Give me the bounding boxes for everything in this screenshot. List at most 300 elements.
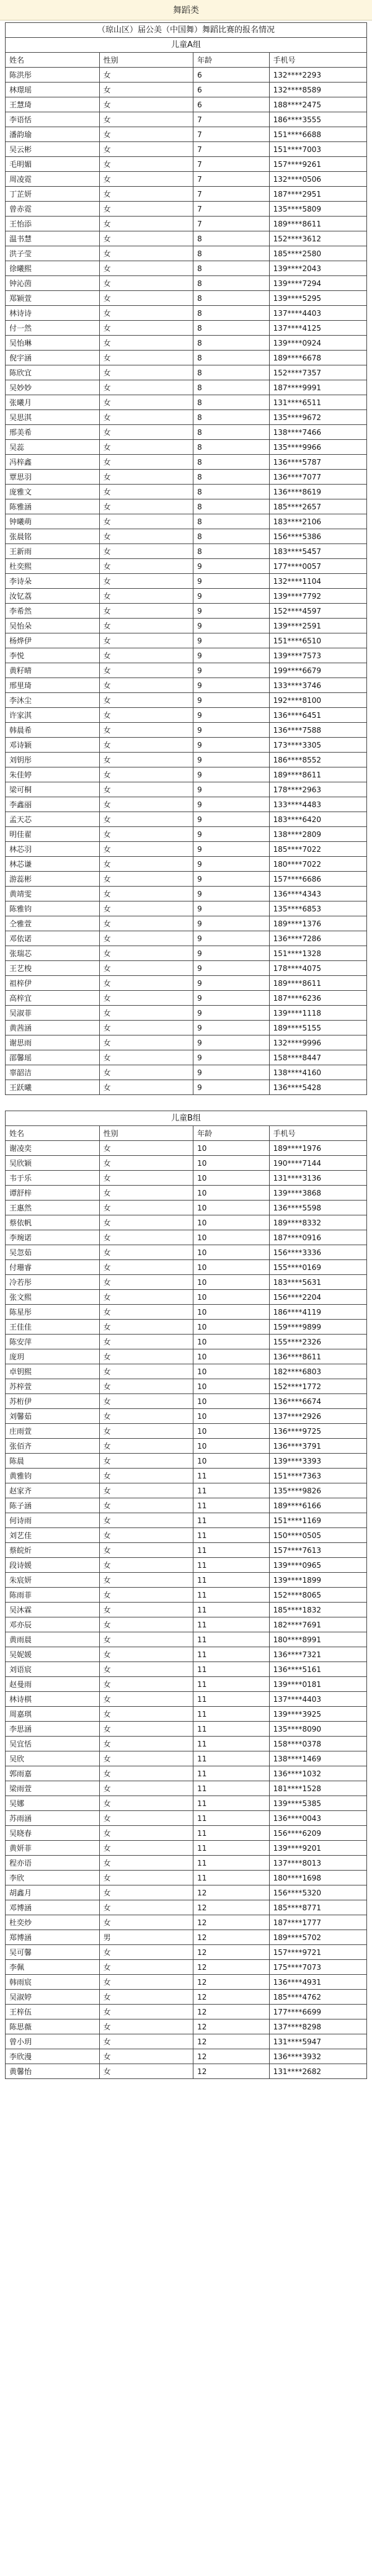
cell-age: 7 bbox=[193, 157, 269, 172]
cell-gender: 女 bbox=[99, 916, 193, 931]
cell-name: 王跃曦 bbox=[6, 1080, 100, 1095]
cell-name: 陈安萍 bbox=[6, 1335, 100, 1349]
table-row bbox=[6, 1349, 367, 1364]
cell-phone: 139****2591 bbox=[269, 619, 366, 633]
cell-age: 8 bbox=[193, 231, 269, 246]
column-header-phone: 手机号 bbox=[269, 1126, 366, 1141]
cell-gender: 女 bbox=[99, 1975, 193, 1990]
table-row bbox=[6, 1528, 367, 1543]
table-row bbox=[6, 1141, 367, 1156]
table-row bbox=[6, 1320, 367, 1335]
cell-name: 徐曦熙 bbox=[6, 261, 100, 276]
cell-age: 9 bbox=[193, 842, 269, 857]
cell-name: 王佳佳 bbox=[6, 1320, 100, 1335]
table-row bbox=[6, 1990, 367, 2005]
table-row bbox=[6, 797, 367, 812]
cell-phone: 132****1104 bbox=[269, 574, 366, 589]
cell-name: 曾小玥 bbox=[6, 2034, 100, 2049]
cell-age: 9 bbox=[193, 574, 269, 589]
table-row bbox=[6, 1186, 367, 1201]
table-row bbox=[6, 723, 367, 738]
cell-phone: 189****6166 bbox=[269, 1498, 366, 1513]
cell-name: 辜韶洁 bbox=[6, 1065, 100, 1080]
cell-name: 何诗雨 bbox=[6, 1513, 100, 1528]
cell-name: 钟曦萌 bbox=[6, 514, 100, 529]
table-row bbox=[6, 693, 367, 708]
cell-age: 7 bbox=[193, 187, 269, 202]
cell-age: 12 bbox=[193, 2005, 269, 2019]
cell-name: 卓钥熙 bbox=[6, 1364, 100, 1379]
document-body bbox=[0, 22, 372, 2079]
cell-gender: 女 bbox=[99, 901, 193, 916]
cell-name: 陈子涵 bbox=[6, 1498, 100, 1513]
cell-phone: 188****2475 bbox=[269, 97, 366, 112]
cell-phone: 136****7588 bbox=[269, 723, 366, 738]
table-row bbox=[6, 1737, 367, 1751]
cell-age: 9 bbox=[193, 812, 269, 827]
cell-name: 吴思淇 bbox=[6, 410, 100, 425]
cell-age: 9 bbox=[193, 604, 269, 619]
table-row bbox=[6, 514, 367, 529]
column-header-age: 年龄 bbox=[193, 1126, 269, 1141]
cell-gender: 女 bbox=[99, 1335, 193, 1349]
cell-age: 10 bbox=[193, 1349, 269, 1364]
table-row bbox=[6, 857, 367, 872]
cell-name: 程亦语 bbox=[6, 1856, 100, 1871]
cell-gender: 女 bbox=[99, 1290, 193, 1305]
cell-name: 黄靖雯 bbox=[6, 887, 100, 901]
cell-age: 12 bbox=[193, 1930, 269, 1945]
table-row bbox=[6, 440, 367, 455]
cell-phone: 135****9826 bbox=[269, 1483, 366, 1498]
table-row bbox=[6, 1617, 367, 1632]
cell-phone: 152****1772 bbox=[269, 1379, 366, 1394]
cell-gender: 女 bbox=[99, 470, 193, 485]
cell-phone: 158****8447 bbox=[269, 1050, 366, 1065]
group-title-row bbox=[6, 38, 367, 53]
cell-phone: 181****1528 bbox=[269, 1781, 366, 1796]
header-row bbox=[6, 1126, 367, 1141]
column-header-name: 姓名 bbox=[6, 1126, 100, 1141]
cell-gender: 女 bbox=[99, 1677, 193, 1692]
table-row bbox=[6, 1603, 367, 1617]
cell-phone: 135****9966 bbox=[269, 440, 366, 455]
cell-phone: 156****3336 bbox=[269, 1245, 366, 1260]
cell-age: 8 bbox=[193, 336, 269, 351]
table-row bbox=[6, 1543, 367, 1558]
cell-name: 游蕊彬 bbox=[6, 872, 100, 887]
table-row bbox=[6, 708, 367, 723]
cell-name: 赵家齐 bbox=[6, 1483, 100, 1498]
cell-phone: 138****1469 bbox=[269, 1751, 366, 1766]
cell-gender: 女 bbox=[99, 633, 193, 648]
cell-name: 苏桁伊 bbox=[6, 1394, 100, 1409]
cell-gender: 女 bbox=[99, 336, 193, 351]
cell-gender: 女 bbox=[99, 1841, 193, 1856]
table-row bbox=[6, 1364, 367, 1379]
cell-age: 7 bbox=[193, 202, 269, 217]
cell-phone: 138****2809 bbox=[269, 827, 366, 842]
cell-name: 梁雨萱 bbox=[6, 1781, 100, 1796]
cell-name: 王慧琦 bbox=[6, 97, 100, 112]
table-row bbox=[6, 1275, 367, 1290]
cell-phone: 159****9899 bbox=[269, 1320, 366, 1335]
table-row bbox=[6, 1021, 367, 1035]
cell-name: 周凌霓 bbox=[6, 172, 100, 187]
cell-age: 6 bbox=[193, 83, 269, 97]
table-row bbox=[6, 872, 367, 887]
cell-name: 庞雅文 bbox=[6, 485, 100, 499]
cell-phone: 182****7691 bbox=[269, 1617, 366, 1632]
cell-name: 杜奕熙 bbox=[6, 559, 100, 574]
cell-age: 12 bbox=[193, 1990, 269, 2005]
cell-phone: 157****6686 bbox=[269, 872, 366, 887]
cell-age: 10 bbox=[193, 1141, 269, 1156]
cell-phone: 151****7003 bbox=[269, 142, 366, 157]
table-row bbox=[6, 827, 367, 842]
cell-age: 10 bbox=[193, 1156, 269, 1171]
cell-phone: 189****1976 bbox=[269, 1141, 366, 1156]
table-row bbox=[6, 1751, 367, 1766]
cell-phone: 186****4119 bbox=[269, 1305, 366, 1320]
cell-age: 11 bbox=[193, 1498, 269, 1513]
cell-age: 10 bbox=[193, 1379, 269, 1394]
cell-phone: 131****5947 bbox=[269, 2034, 366, 2049]
cell-gender: 女 bbox=[99, 1035, 193, 1050]
column-header-name: 姓名 bbox=[6, 53, 100, 68]
cell-name: 张瑞芯 bbox=[6, 946, 100, 961]
cell-phone: 190****7144 bbox=[269, 1156, 366, 1171]
cell-name: 吴晓春 bbox=[6, 1826, 100, 1841]
cell-name: 谭舒梓 bbox=[6, 1186, 100, 1201]
cell-gender: 女 bbox=[99, 455, 193, 470]
cell-age: 11 bbox=[193, 1707, 269, 1722]
cell-name: 邵馨瑶 bbox=[6, 1050, 100, 1065]
cell-age: 8 bbox=[193, 544, 269, 559]
cell-phone: 132****9996 bbox=[269, 1035, 366, 1050]
cell-phone: 138****4160 bbox=[269, 1065, 366, 1080]
table-row bbox=[6, 1409, 367, 1424]
cell-name: 付一然 bbox=[6, 321, 100, 336]
cell-gender: 女 bbox=[99, 1215, 193, 1230]
cell-age: 10 bbox=[193, 1305, 269, 1320]
cell-age: 9 bbox=[193, 708, 269, 723]
cell-gender: 女 bbox=[99, 1617, 193, 1632]
cell-gender: 女 bbox=[99, 1573, 193, 1588]
table-row bbox=[6, 2005, 367, 2019]
cell-phone: 175****7073 bbox=[269, 1960, 366, 1975]
cell-name: 刘钥彤 bbox=[6, 753, 100, 767]
cell-name: 黄籽晴 bbox=[6, 663, 100, 678]
cell-age: 8 bbox=[193, 425, 269, 440]
table-row bbox=[6, 1826, 367, 1841]
cell-name: 曾赤霓 bbox=[6, 202, 100, 217]
cell-phone: 139****0924 bbox=[269, 336, 366, 351]
cell-age: 11 bbox=[193, 1603, 269, 1617]
cell-name: 陈晨 bbox=[6, 1454, 100, 1469]
cell-gender: 女 bbox=[99, 1885, 193, 1900]
cell-gender: 女 bbox=[99, 1960, 193, 1975]
cell-gender: 女 bbox=[99, 738, 193, 753]
cell-phone: 131****6511 bbox=[269, 395, 366, 410]
table-row bbox=[6, 1305, 367, 1320]
cell-phone: 136****4931 bbox=[269, 1975, 366, 1990]
cell-name: 周嘉琪 bbox=[6, 1707, 100, 1722]
cell-phone: 135****6853 bbox=[269, 901, 366, 916]
cell-name: 梁可桐 bbox=[6, 782, 100, 797]
cell-gender: 女 bbox=[99, 1349, 193, 1364]
table-row bbox=[6, 172, 367, 187]
cell-age: 11 bbox=[193, 1513, 269, 1528]
cell-age: 10 bbox=[193, 1364, 269, 1379]
table-row bbox=[6, 604, 367, 619]
table-row bbox=[6, 306, 367, 321]
cell-age: 9 bbox=[193, 767, 269, 782]
cell-gender: 女 bbox=[99, 1469, 193, 1483]
cell-phone: 182****6803 bbox=[269, 1364, 366, 1379]
table-row bbox=[6, 1871, 367, 1885]
cell-age: 9 bbox=[193, 1080, 269, 1095]
cell-gender: 女 bbox=[99, 1424, 193, 1439]
cell-gender: 女 bbox=[99, 1050, 193, 1065]
cell-phone: 185****7022 bbox=[269, 842, 366, 857]
cell-age: 10 bbox=[193, 1424, 269, 1439]
cell-name: 倪宇涵 bbox=[6, 351, 100, 365]
cell-gender: 女 bbox=[99, 1528, 193, 1543]
column-header-age: 年龄 bbox=[193, 53, 269, 68]
cell-name: 邓诗颖 bbox=[6, 738, 100, 753]
cell-gender: 女 bbox=[99, 1662, 193, 1677]
cell-phone: 135****9672 bbox=[269, 410, 366, 425]
document-title-row bbox=[6, 23, 367, 38]
cell-phone: 152****4597 bbox=[269, 604, 366, 619]
table-row bbox=[6, 633, 367, 648]
cell-phone: 178****2963 bbox=[269, 782, 366, 797]
cell-phone: 189****8611 bbox=[269, 217, 366, 231]
table-row bbox=[6, 753, 367, 767]
cell-phone: 187****1777 bbox=[269, 1915, 366, 1930]
cell-phone: 136****3932 bbox=[269, 2049, 366, 2064]
cell-name: 王新雨 bbox=[6, 544, 100, 559]
cell-phone: 132****8589 bbox=[269, 83, 366, 97]
cell-gender: 女 bbox=[99, 1915, 193, 1930]
table-row bbox=[6, 68, 367, 83]
table-row bbox=[6, 931, 367, 946]
cell-age: 10 bbox=[193, 1171, 269, 1186]
cell-age: 9 bbox=[193, 589, 269, 604]
cell-gender: 女 bbox=[99, 1454, 193, 1469]
cell-age: 12 bbox=[193, 1960, 269, 1975]
cell-phone: 152****7357 bbox=[269, 365, 366, 380]
cell-name: 高梓宜 bbox=[6, 991, 100, 1006]
cell-age: 11 bbox=[193, 1751, 269, 1766]
cell-phone: 183****6420 bbox=[269, 812, 366, 827]
table-row bbox=[6, 2034, 367, 2049]
cell-age: 8 bbox=[193, 440, 269, 455]
cell-age: 10 bbox=[193, 1245, 269, 1260]
cell-phone: 139****7573 bbox=[269, 648, 366, 663]
cell-name: 张晨铭 bbox=[6, 529, 100, 544]
cell-name: 黄茜涵 bbox=[6, 1021, 100, 1035]
table-row bbox=[6, 1692, 367, 1707]
cell-gender: 女 bbox=[99, 723, 193, 738]
cell-gender: 女 bbox=[99, 127, 193, 142]
cell-age: 10 bbox=[193, 1201, 269, 1215]
cell-phone: 136****6451 bbox=[269, 708, 366, 723]
table-row bbox=[6, 1454, 367, 1469]
table-row bbox=[6, 1439, 367, 1454]
table-row bbox=[6, 1960, 367, 1975]
cell-age: 8 bbox=[193, 470, 269, 485]
cell-phone: 131****2682 bbox=[269, 2064, 366, 2079]
cell-gender: 女 bbox=[99, 261, 193, 276]
cell-name: 邓亦辰 bbox=[6, 1617, 100, 1632]
cell-age: 11 bbox=[193, 1588, 269, 1603]
cell-phone: 186****8552 bbox=[269, 753, 366, 767]
cell-gender: 女 bbox=[99, 2049, 193, 2064]
cell-phone: 135****8090 bbox=[269, 1722, 366, 1737]
cell-name: 胡鑫月 bbox=[6, 1885, 100, 1900]
cell-phone: 189****8332 bbox=[269, 1215, 366, 1230]
cell-name: 陈星彤 bbox=[6, 1305, 100, 1320]
cell-name: 邢美希 bbox=[6, 425, 100, 440]
cell-gender: 女 bbox=[99, 142, 193, 157]
cell-gender: 女 bbox=[99, 1006, 193, 1021]
cell-name: 陈雅钧 bbox=[6, 901, 100, 916]
cell-gender: 女 bbox=[99, 499, 193, 514]
cell-phone: 136****5428 bbox=[269, 1080, 366, 1095]
cell-gender: 女 bbox=[99, 217, 193, 231]
table-row bbox=[6, 1811, 367, 1826]
cell-gender: 男 bbox=[99, 1930, 193, 1945]
cell-name: 仝雅萱 bbox=[6, 916, 100, 931]
table-row bbox=[6, 1796, 367, 1811]
cell-gender: 女 bbox=[99, 246, 193, 261]
cell-name: 李沐尘 bbox=[6, 693, 100, 708]
cell-name: 朱宸妍 bbox=[6, 1573, 100, 1588]
cell-gender: 女 bbox=[99, 485, 193, 499]
cell-phone: 136****7077 bbox=[269, 470, 366, 485]
cell-name: 郑颖萱 bbox=[6, 291, 100, 306]
cell-age: 7 bbox=[193, 217, 269, 231]
cell-name: 黄馨怡 bbox=[6, 2064, 100, 2079]
cell-phone: 136****0043 bbox=[269, 1811, 366, 1826]
cell-age: 11 bbox=[193, 1617, 269, 1632]
cell-age: 8 bbox=[193, 455, 269, 470]
cell-gender: 女 bbox=[99, 812, 193, 827]
cell-gender: 女 bbox=[99, 1990, 193, 2005]
cell-name: 陈欣宜 bbox=[6, 365, 100, 380]
table-row bbox=[6, 1915, 367, 1930]
cell-name: 陈雅涵 bbox=[6, 499, 100, 514]
cell-name: 吴蕊 bbox=[6, 440, 100, 455]
cell-name: 许家淇 bbox=[6, 708, 100, 723]
cell-age: 8 bbox=[193, 246, 269, 261]
cell-phone: 136****5787 bbox=[269, 455, 366, 470]
table-row bbox=[6, 1647, 367, 1662]
group-title-row bbox=[6, 1111, 367, 1126]
cell-phone: 180****1698 bbox=[269, 1871, 366, 1885]
table-row bbox=[6, 1469, 367, 1483]
cell-phone: 133****3746 bbox=[269, 678, 366, 693]
cell-gender: 女 bbox=[99, 604, 193, 619]
cell-name: 王惠然 bbox=[6, 1201, 100, 1215]
table-row bbox=[6, 529, 367, 544]
cell-phone: 199****6679 bbox=[269, 663, 366, 678]
cell-name: 刘馨茹 bbox=[6, 1409, 100, 1424]
cell-age: 10 bbox=[193, 1215, 269, 1230]
cell-age: 8 bbox=[193, 365, 269, 380]
table-row bbox=[6, 112, 367, 127]
table-row bbox=[6, 1558, 367, 1573]
cell-phone: 183****2106 bbox=[269, 514, 366, 529]
cell-name: 蔡依帆 bbox=[6, 1215, 100, 1230]
cell-age: 12 bbox=[193, 2049, 269, 2064]
cell-age: 10 bbox=[193, 1230, 269, 1245]
cell-age: 11 bbox=[193, 1558, 269, 1573]
cell-age: 11 bbox=[193, 1483, 269, 1498]
table-row bbox=[6, 1424, 367, 1439]
cell-gender: 女 bbox=[99, 589, 193, 604]
cell-phone: 131****3136 bbox=[269, 1171, 366, 1186]
cell-name: 李悦 bbox=[6, 648, 100, 663]
table-row bbox=[6, 470, 367, 485]
cell-age: 8 bbox=[193, 380, 269, 395]
cell-phone: 185****4762 bbox=[269, 1990, 366, 2005]
cell-gender: 女 bbox=[99, 1766, 193, 1781]
cell-name: 李鑫丽 bbox=[6, 797, 100, 812]
cell-gender: 女 bbox=[99, 1632, 193, 1647]
cell-age: 9 bbox=[193, 1050, 269, 1065]
cell-age: 9 bbox=[193, 857, 269, 872]
cell-name: 钟沁茵 bbox=[6, 276, 100, 291]
cell-phone: 139****3868 bbox=[269, 1186, 366, 1201]
cell-age: 10 bbox=[193, 1335, 269, 1349]
cell-gender: 女 bbox=[99, 1379, 193, 1394]
cell-age: 7 bbox=[193, 172, 269, 187]
cell-name: 毛明媚 bbox=[6, 157, 100, 172]
table-row bbox=[6, 1677, 367, 1692]
cell-age: 12 bbox=[193, 1975, 269, 1990]
cell-gender: 女 bbox=[99, 1871, 193, 1885]
cell-phone: 136****7286 bbox=[269, 931, 366, 946]
cell-phone: 136****4343 bbox=[269, 887, 366, 901]
cell-name: 韦于乐 bbox=[6, 1171, 100, 1186]
cell-age: 11 bbox=[193, 1781, 269, 1796]
cell-phone: 139****7294 bbox=[269, 276, 366, 291]
table-row bbox=[6, 1171, 367, 1186]
cell-age: 9 bbox=[193, 1065, 269, 1080]
cell-gender: 女 bbox=[99, 1543, 193, 1558]
cell-gender: 女 bbox=[99, 842, 193, 857]
cell-phone: 139****1118 bbox=[269, 1006, 366, 1021]
table-row bbox=[6, 395, 367, 410]
cell-name: 邓博涵 bbox=[6, 1900, 100, 1915]
table-row bbox=[6, 812, 367, 827]
cell-gender: 女 bbox=[99, 1065, 193, 1080]
cell-age: 9 bbox=[193, 991, 269, 1006]
cell-phone: 133****4483 bbox=[269, 797, 366, 812]
cell-gender: 女 bbox=[99, 1483, 193, 1498]
cell-phone: 139****2043 bbox=[269, 261, 366, 276]
cell-age: 9 bbox=[193, 559, 269, 574]
cell-gender: 女 bbox=[99, 365, 193, 380]
cell-phone: 157****9721 bbox=[269, 1945, 366, 1960]
cell-name: 刘语宸 bbox=[6, 1662, 100, 1677]
table-row bbox=[6, 2019, 367, 2034]
table-row bbox=[6, 976, 367, 991]
cell-phone: 136****9725 bbox=[269, 1424, 366, 1439]
